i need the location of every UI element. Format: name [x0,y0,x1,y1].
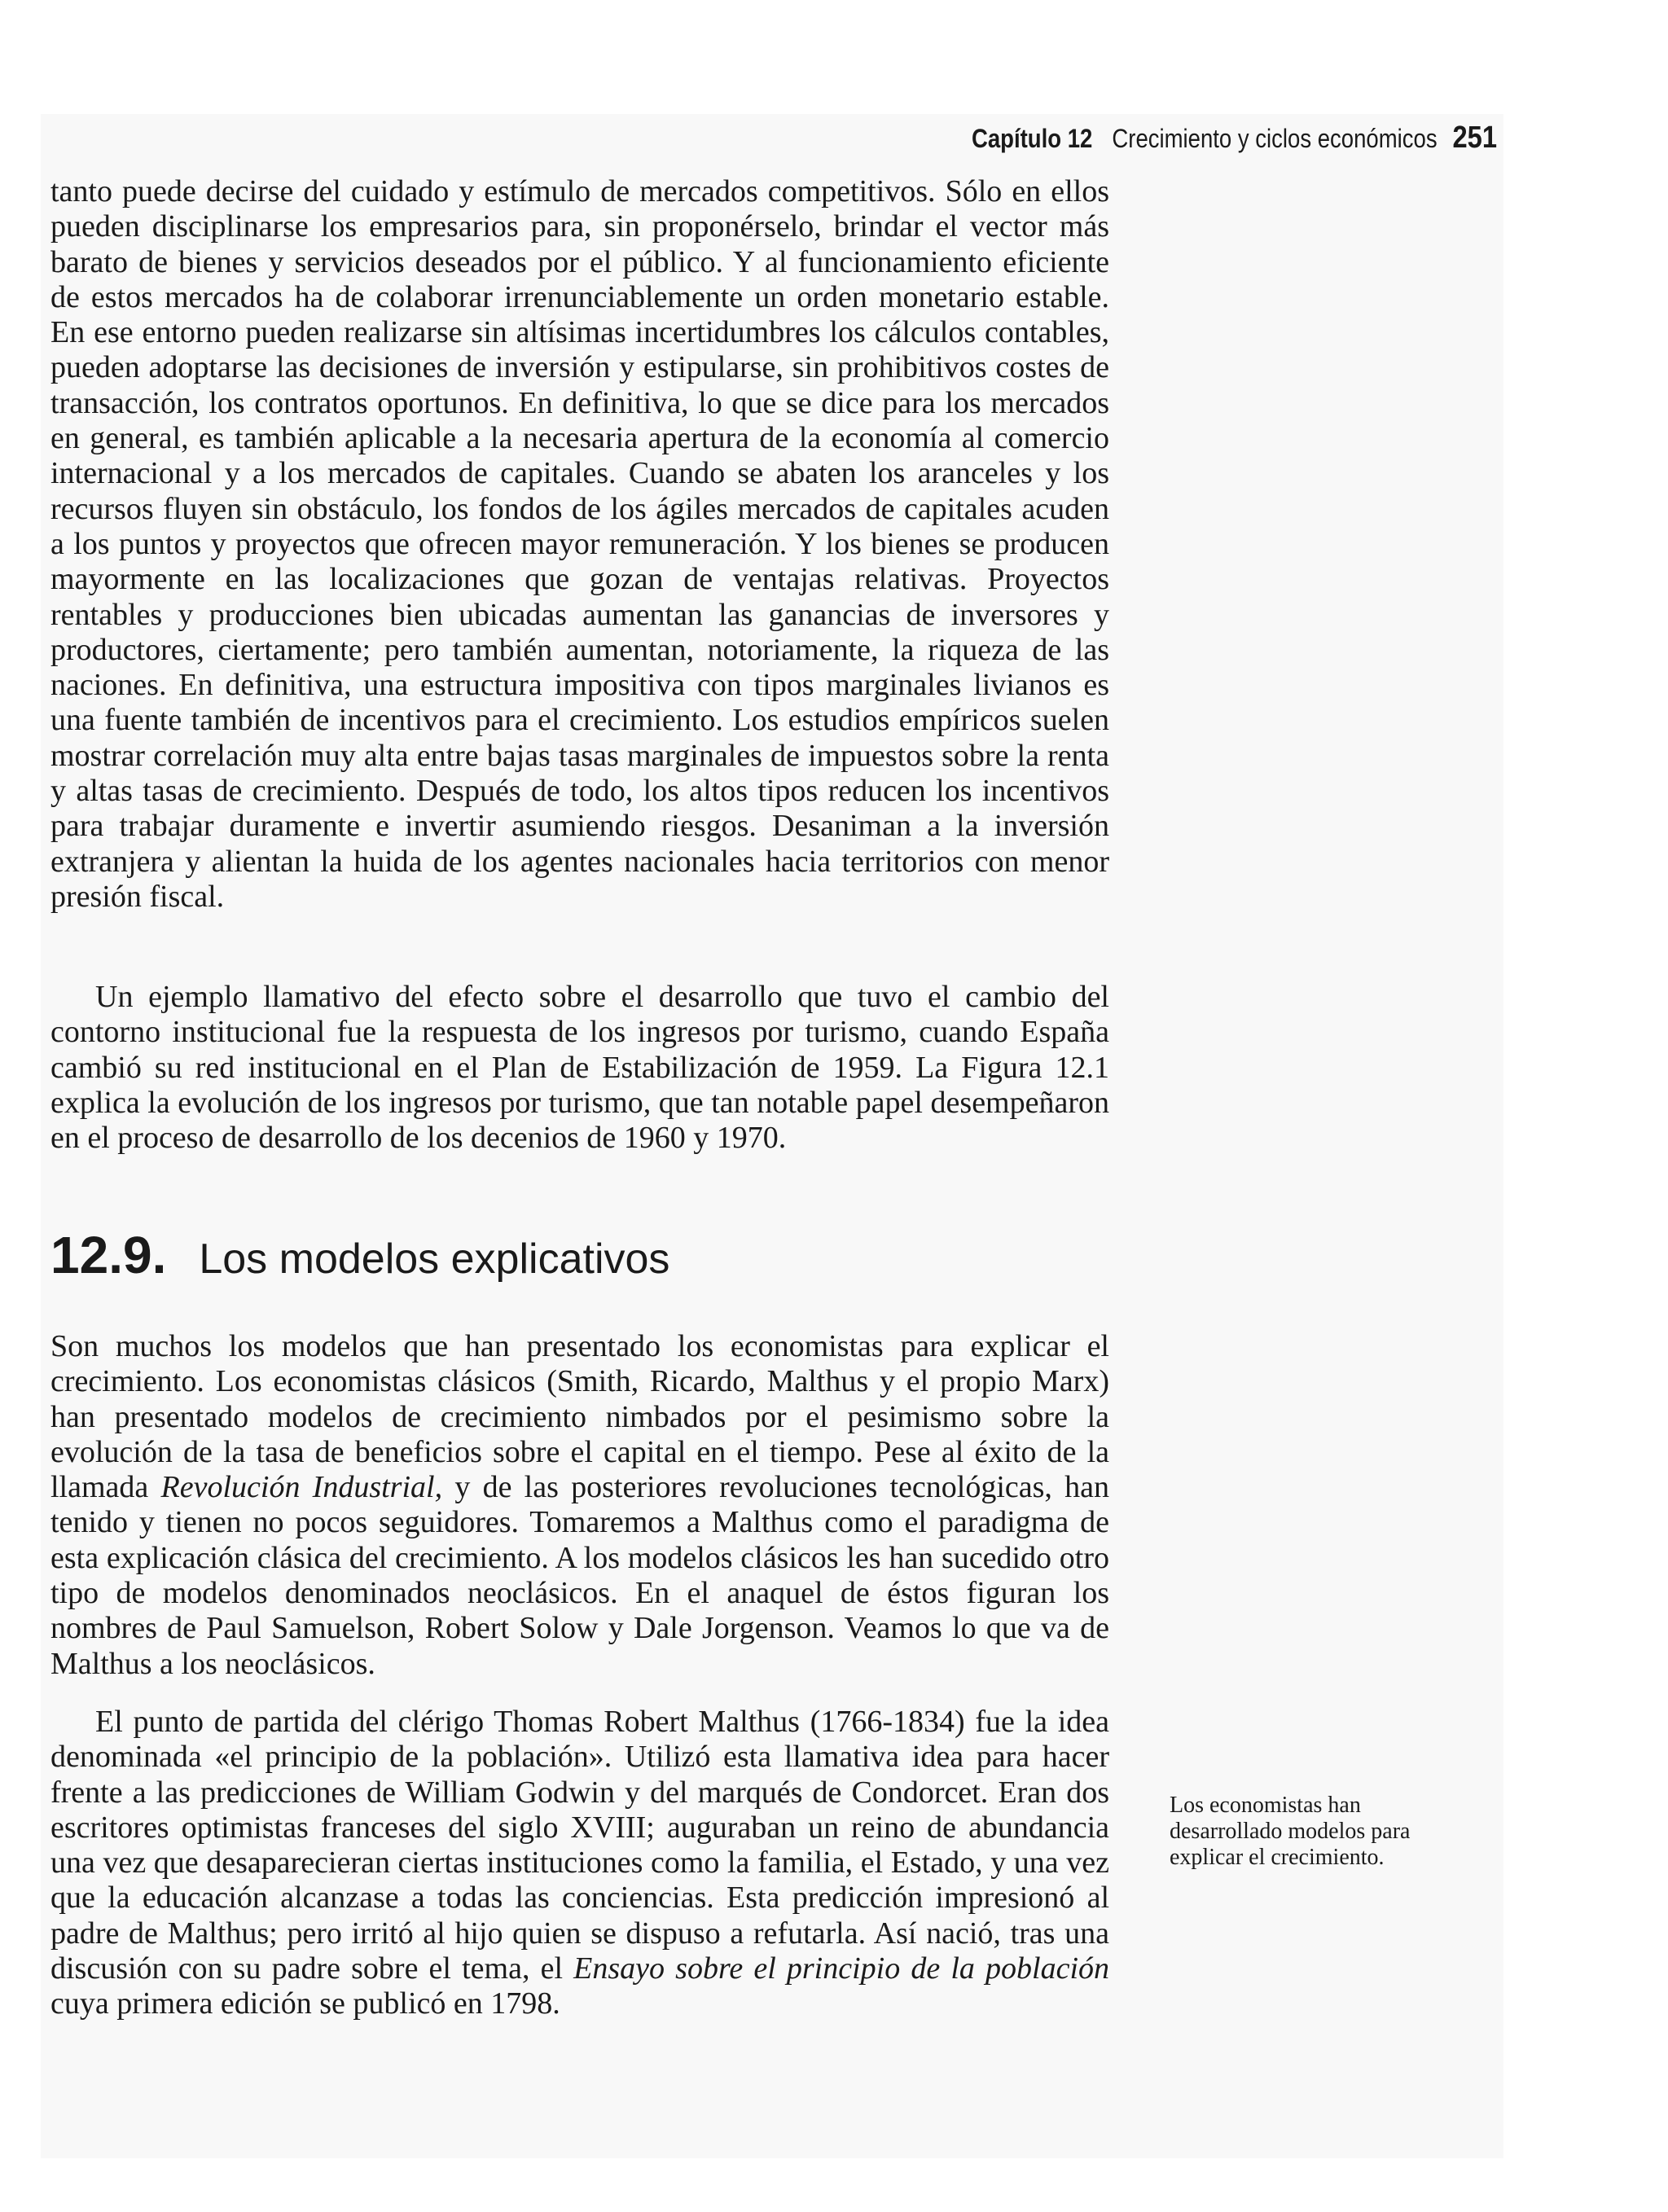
text-block-tourism [50,980,1109,1156]
emphasis-essay-title: Ensayo sobre el principio de la población [573,1951,1110,1986]
paragraph-models [50,1329,1109,1682]
page-number: 251 [1452,121,1497,155]
section-number: 12.9. [50,1226,167,1284]
text-block-models [50,1329,1109,1682]
chapter-label: Capítulo 12 [971,124,1093,153]
paragraph-markets: tanto puede decirse del cuidado y estímulo de mercados competitivos. Sólo en ellos pueden disciplinarse los empresarios para, sin proponérselo, brindar el vector más barato de bienes y servicios deseados por el público. Y al funcionamiento eficiente de estos mercados ha de colaborar irrenunciablemente un orden monetario estable. En ese entorno pueden realizarse sin altísimas incertidumbres los cálculos contables, pueden adoptarse las decisiones de inversión y estipularse, sin prohibitivos costes de transacción, los contratos oportunos. En definitiva, lo que se dice para los mercados en general, es también aplicable a la necesaria apertura de la economía al comercio internacional y a los mercados de capitales. Cuando se abaten los aranceles y los recursos fluyen sin obstáculo, los fondos de los ágiles mercados de capitales acuden a los puntos y proyectos que ofrecen mayor remuneración. Y los bienes se producen mayormente en las localizaciones que gozan de ventajas relativas. Proyectos rentables y producciones bien ubicadas aumentan las ganancias de inversores y productores, ciertamente; pero también aumentan, notoriamente, la riqueza de las naciones. En definitiva, una estructura impositiva con tipos marginales livianos es una fuente también de incentivos para el crecimiento. Los estudios empíricos suelen mostrar correlación muy alta entre bajas tasas marginales de impuestos sobre la renta y altas tasas de crecimiento. Después de todo, los altos tipos reducen los incentivos para trabajar duramente e invertir asumiendo riesgos. Desaniman a la inversión extranjera y alientan la huida de los agentes nacionales hacia territorios con menor presión fiscal. [50,174,1109,914]
paragraph-malthus-part-1: El punto de partida del clérigo Thomas Robert Malthus (1766-1834) fue la idea denominada «el principio de la población». Utilizó esta llamativa idea para hacer frente a las predicciones de William Godwin y del marqués de Condorcet. Eran dos escritores optimistas franceses del siglo XVIII; auguraban un reino de abundancia una vez que desaparecieran ciertas instituciones como la familia, el Estado, y una vez que la educación alcanzase a todas las conciencias. Esta predicción impresionó al padre de Malthus; pero irritó al hijo quien se dispuso a refutarla. Así nació, tras una discusión con su padre sobre el tema, el [50,1705,1109,1986]
paragraph-models-part-1: Son muchos los modelos que han presentado los economistas para explicar el crecimiento. Los economistas clásicos (Smith, Ricardo, Malthus y el propio Marx) han presentado modelos de crecimiento nimbados por el pesimismo sobre la evolución de la tasa de beneficios sobre el capital en el tiempo. Pese al éxito de la llamada [50,1329,1109,1505]
paragraph-tourism: Un ejemplo llamativo del efecto sobre el desarrollo que tuvo el cambio del contorno institucional fue la respuesta de los ingresos por turismo, cuando España cambió su red institucional en el Plan de Estabilización de 1959. La Figura 12.1 explica la evolución de los ingresos por turismo, que tan notable papel desempeñaron en el proceso de desarrollo de los decenios de 1960 y 1970. [50,980,1109,1156]
section-heading [50,1225,669,1285]
paragraph-malthus [50,1705,1109,2022]
text-block-top [50,174,1109,915]
emphasis-revolucion-industrial: Revolución Industrial, [160,1470,443,1505]
text-block-malthus [50,1705,1109,2022]
margin-note: Los economistas han desarrollado modelos para explicar el crecimiento. [1170,1793,1411,1870]
paragraph-models-part-2: y de las posteriores revoluciones tecnológicas, han tenido y tienen no pocos seguidores. Tomaremos a Malthus como el paradigma de esta explicación clásica del crecimiento. A los modelos clásicos les han sucedido otro tipo de modelos denominados neoclásicos. En el anaquel de éstos figuran los nombres de Paul Samuelson, Robert Solow y Dale Jorgenson. Veamos lo que va de Malthus a los neoclásicos. [50,1470,1109,1681]
running-head [972,121,1497,156]
paragraph-malthus-part-2: cuya primera edición se publicó en 1798. [50,1986,560,2021]
chapter-title: Crecimiento y ciclos económicos [1112,124,1438,153]
section-title: Los modelos explicativos [199,1235,670,1283]
